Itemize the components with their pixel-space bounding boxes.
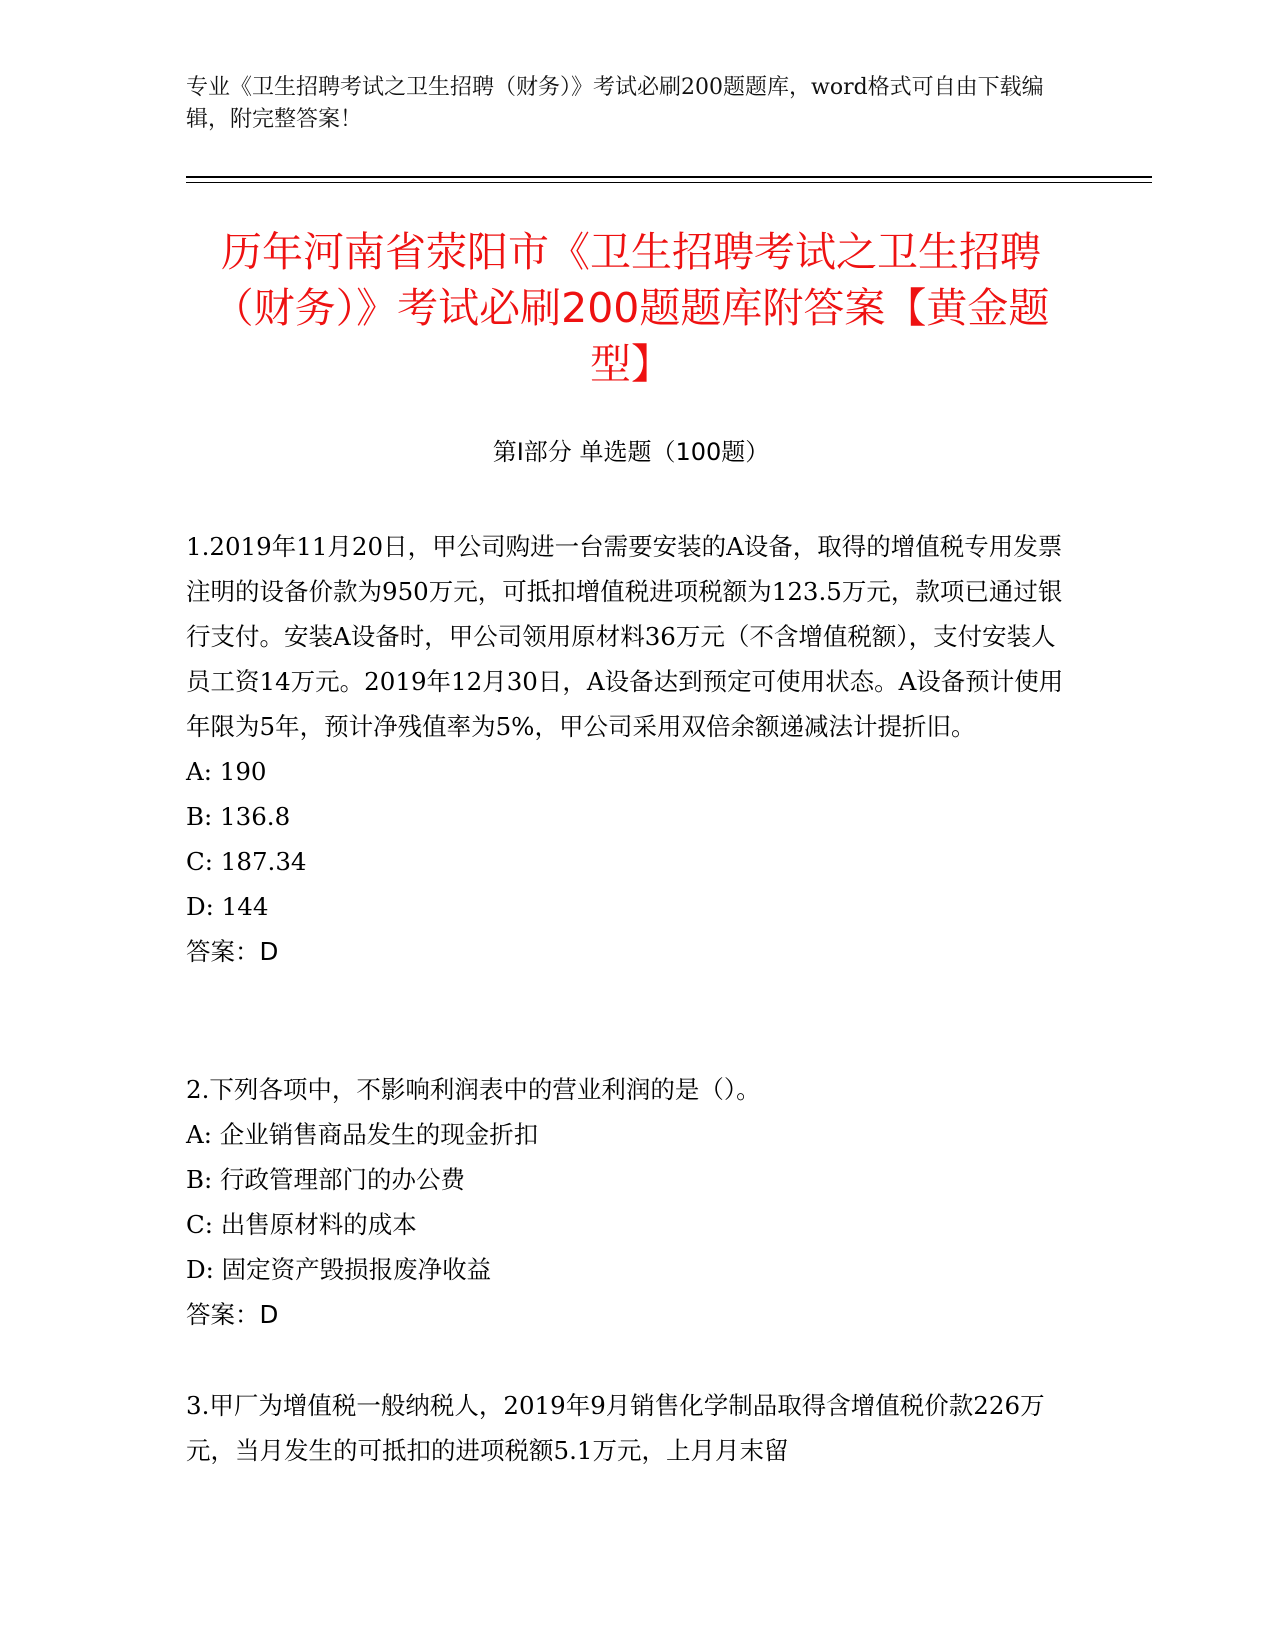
option-b: B: 行政管理部门的办公费: [186, 1165, 466, 1194]
section-heading: 第I部分 单选题（100题）: [492, 438, 770, 466]
header-divider-thin: [186, 182, 1152, 183]
question-2: [186, 1067, 1066, 1337]
option-b: B: 136.8: [186, 802, 291, 831]
header-divider-thick: [186, 176, 1152, 178]
answer-line: 答案：D: [186, 937, 279, 966]
question-1: [186, 524, 1066, 974]
option-a: A: 190: [186, 757, 267, 786]
header-note: 专业《卫生招聘考试之卫生招聘（财务）》考试必刷200题题库，word格式可自由下载编辑，附完整答案！: [186, 75, 1044, 132]
question-3: [186, 1383, 1066, 1473]
answer-line: 答案：D: [186, 1300, 279, 1329]
option-d: D: 144: [186, 892, 269, 921]
option-c: C: 187.34: [186, 847, 307, 876]
question-stem: 1.2019年11月20日，甲公司购进一台需要安装的A设备，取得的增值税专用发票注明的设备价款为950万元，可抵扣增值税进项税额为123.5万元，款项已通过银行支付。安装A设备时，甲公司领用原材料36万元（不含增值税额），支付安装人员工资14万元。2019年12月30日，A设备达到预定可使用状态。A设备预计使用年限为5年，预计净残值率为5%，甲公司采用双倍余额递减法计提折旧。: [186, 532, 1064, 741]
option-d: D: 固定资产毁损报废净收益: [186, 1255, 492, 1284]
question-stem: 2.下列各项中，不影响利润表中的营业利润的是（）。: [186, 1075, 761, 1104]
option-a: A: 企业销售商品发生的现金折扣: [186, 1120, 539, 1149]
option-c: C: 出售原材料的成本: [186, 1210, 417, 1239]
question-stem: 3.甲厂为增值税一般纳税人，2019年9月销售化学制品取得含增值税价款226万元，当月发生的可抵扣的进项税额5.1万元，上月月末留: [186, 1391, 1045, 1465]
document-title: 历年河南省荥阳市《卫生招聘考试之卫生招聘（财务）》考试必刷200题题库附答案【黄金题型】: [212, 228, 1050, 388]
